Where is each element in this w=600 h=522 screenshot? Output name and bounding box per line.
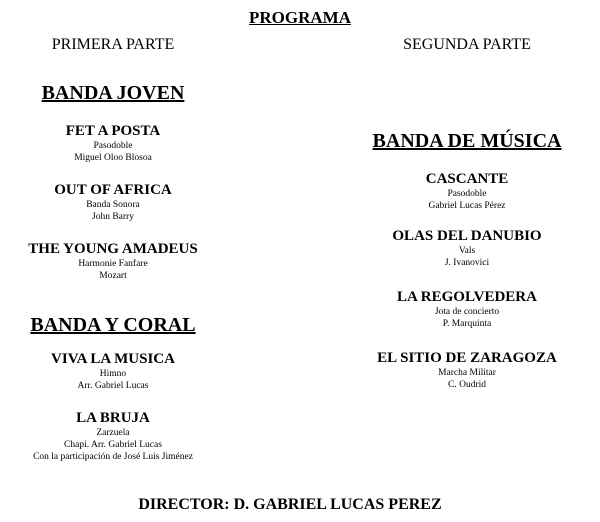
- piece-title: EL SITIO DE ZARAGOZA: [377, 350, 557, 366]
- piece-line: Mozart: [99, 271, 127, 281]
- piece-line: Con la participación de José Luis Jiménez: [33, 452, 193, 462]
- piece-fet-a-posta: [3, 122, 223, 164]
- piece-olas-del-danubio: [357, 227, 577, 269]
- piece-the-young-amadeus: [3, 240, 223, 282]
- piece-cascante: [357, 170, 577, 212]
- piece-line: Harmonie Fanfare: [78, 259, 148, 269]
- section-banda-joven: BANDA JOVEN: [41, 82, 185, 104]
- piece-line: Himno: [99, 369, 127, 379]
- director-line: DIRECTOR: D. GABRIEL LUCAS PEREZ: [138, 496, 442, 513]
- piece-line: Arr. Gabriel Lucas: [77, 381, 149, 391]
- piece-line: Banda Sonora: [86, 200, 140, 210]
- piece-line: P. Marquinta: [442, 319, 492, 329]
- piece-line: John Barry: [92, 212, 134, 222]
- piece-line: Pasodoble: [93, 141, 133, 151]
- piece-line: Jota de concierto: [434, 307, 500, 317]
- piece-out-of-africa: [3, 181, 223, 223]
- piece-line: Miguel Oloo Blosoa: [74, 153, 152, 163]
- piece-title: LA BRUJA: [76, 410, 150, 426]
- piece-line: Vals: [458, 246, 476, 256]
- piece-la-bruja: [3, 409, 223, 463]
- primera-parte-heading: PRIMERA PARTE: [51, 36, 175, 53]
- segunda-parte-heading: SEGUNDA PARTE: [403, 36, 531, 53]
- piece-title: FET A POSTA: [65, 123, 161, 139]
- piece-la-regolvedera: [357, 288, 577, 330]
- section-banda-de-musica: BANDA DE MÚSICA: [372, 130, 562, 152]
- piece-line: Gabriel Lucas Pérez: [428, 201, 506, 211]
- piece-viva-la-musica: [3, 350, 223, 392]
- piece-line: Marcha Militar: [438, 368, 496, 378]
- piece-line: Zarzuela: [96, 428, 130, 438]
- piece-line: Chapi. Arr. Gabriel Lucas: [64, 440, 162, 450]
- piece-title: CASCANTE: [425, 171, 509, 187]
- piece-line: Pasodoble: [447, 189, 487, 199]
- piece-line: C. Oudrid: [448, 380, 486, 390]
- piece-title: OUT OF AFRICA: [54, 182, 172, 198]
- piece-line: J. Ivanovici: [444, 258, 490, 268]
- piece-title: LA REGOLVEDERA: [397, 289, 537, 305]
- piece-title: VIVA LA MUSICA: [51, 351, 175, 367]
- section-banda-y-coral: BANDA Y CORAL: [30, 314, 196, 336]
- piece-title: THE YOUNG AMADEUS: [28, 241, 198, 257]
- page-title: PROGRAMA: [249, 8, 351, 27]
- piece-title: OLAS DEL DANUBIO: [392, 228, 542, 244]
- piece-el-sitio-de-zaragoza: [357, 349, 577, 391]
